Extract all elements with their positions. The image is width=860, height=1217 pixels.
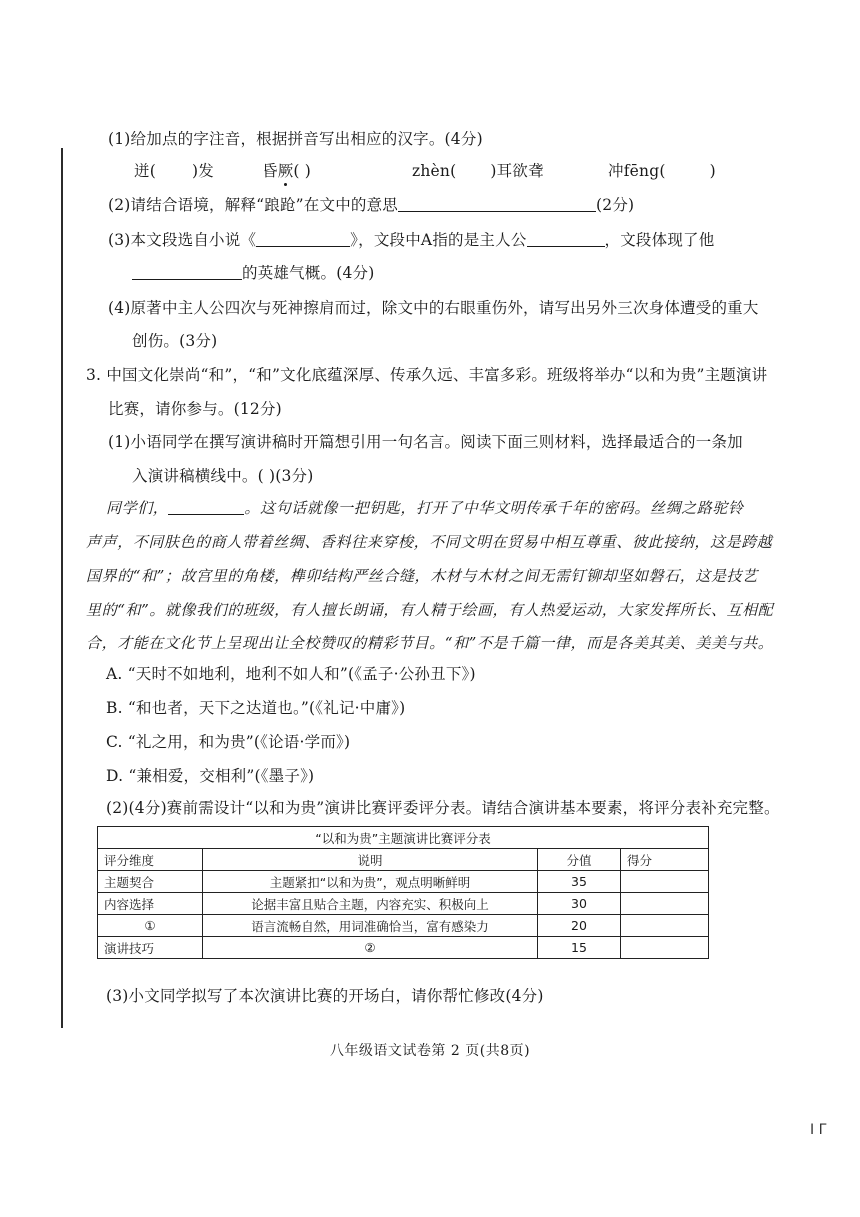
header-score: 得分: [621, 849, 709, 871]
q3-sub1-line2: 入演讲稿横线中。( )(3分): [132, 467, 314, 485]
q2-sub1-item-3: zhèn( )耳欲聋: [412, 162, 544, 180]
row-points: 20: [538, 915, 621, 937]
emphasis-dot-char: 厥: [277, 162, 294, 180]
q3-sub2: (2)(4分)赛前需设计“以和为贵”演讲比赛评委评分表。请结合演讲基本要素，将评分表补充完整。: [106, 799, 780, 817]
answer-blank[interactable]: [132, 263, 242, 280]
table-row: [98, 871, 709, 893]
row-dimension: 主题契合: [98, 871, 203, 893]
scan-edge-mark: I Γ: [810, 1122, 827, 1138]
row-description-blank-2[interactable]: ②: [203, 937, 538, 959]
answer-blank[interactable]: [256, 230, 350, 247]
row-score-cell[interactable]: [621, 915, 709, 937]
q2-sub4-line1: (4)原著中主人公四次与死神擦肩而过，除文中的右眼重伤外，请写出另外三次身体遭受的重大: [108, 299, 759, 317]
q2-sub3-line2: 的英雄气概。(4分): [132, 262, 374, 284]
passage-line-2: 声声，不同肤色的商人带着丝绸、香料往来穿梭，不同文明在贸易中相互尊重、彼此接纳，这是跨越: [86, 533, 773, 551]
passage-line-1: 同学们， 。这句话就像一把钥匙，打开了中华文明传承千年的密码。丝绸之路驼铃: [106, 499, 744, 517]
header-description: 说明: [203, 849, 538, 871]
passage-line-3: 国界的“和”；故宫里的角楼，榫卯结构严丝合缝，木材与木材之间无需钉铆却坚如磐石，这是技艺: [86, 567, 758, 585]
q2-sub1-text: (1)给加点的字注音，根据拼音写出相应的汉字。(4分): [108, 130, 483, 148]
quote-blank[interactable]: [168, 498, 244, 515]
row-points: 30: [538, 893, 621, 915]
row-description: 主题紧扣“以和为贵”，观点明晰鲜明: [203, 871, 538, 893]
q2-sub1-item-1: 迸( )发: [134, 162, 214, 180]
row-points: 35: [538, 871, 621, 893]
q2-sub1-item-2: 昏厥( ): [262, 162, 312, 180]
option-d: D. “兼相爱，交相利”(《墨子》): [106, 767, 315, 785]
q3-intro-line1: 3. 中国文化崇尚“和”，“和”文化底蕴深厚、传承久远、丰富多彩。班级将举办“以和为贵”主题演讲: [86, 366, 768, 384]
page-footer: 八年级语文试卷第 2 页(共8页): [329, 1043, 531, 1059]
row-dimension: 演讲技巧: [98, 937, 203, 959]
row-score-cell[interactable]: [621, 937, 709, 959]
row-dimension: 内容选择: [98, 893, 203, 915]
passage-line-4: 里的“和”。就像我们的班级，有人擅长朗诵，有人精于绘画，有人热爱运动，大家发挥所长、互相配: [86, 601, 774, 619]
binding-margin-rule: [61, 148, 63, 1028]
row-description: 论据丰富且贴合主题，内容充实、积极向上: [203, 893, 538, 915]
row-points: 15: [538, 937, 621, 959]
q2-sub1-item-4: 冲fēng( ): [608, 162, 716, 180]
row-description: 语言流畅自然，用词准确恰当，富有感染力: [203, 915, 538, 937]
table-row: [98, 937, 709, 959]
q3-sub3: (3)小文同学拟写了本次演讲比赛的开场白，请你帮忙修改(4分): [106, 987, 544, 1005]
option-c: C. “礼之用，和为贵”(《论语·学而》): [106, 733, 351, 751]
option-a: A. “天时不如地利，地利不如人和”(《孟子·公孙丑下》): [106, 665, 476, 683]
passage-line-5: 合，才能在文化节上呈现出让全校赞叹的精彩节目。“和”不是千篇一律，而是各美其美、美美与共。: [86, 634, 774, 652]
row-dimension-blank-1[interactable]: ①: [98, 915, 203, 937]
table-title: “以和为贵”主题演讲比赛评分表: [98, 827, 709, 849]
table-row: [98, 893, 709, 915]
q3-sub1-line1: (1)小语同学在撰写演讲稿时开篇想引用一句名言。阅读下面三则材料，选择最适合的一条加: [108, 433, 743, 451]
q2-sub3-line1: (3)本文段选自小说《 》，文段中A指的是主人公 ，文段体现了他: [108, 231, 715, 249]
table-row: [98, 915, 709, 937]
answer-blank[interactable]: [398, 195, 596, 212]
answer-blank[interactable]: [527, 230, 605, 247]
q2-sub2: (2)请结合语境，解释“踉跄”在文中的意思 (2分): [108, 196, 635, 214]
header-dimension: 评分维度: [98, 849, 203, 871]
row-score-cell[interactable]: [621, 871, 709, 893]
row-score-cell[interactable]: [621, 893, 709, 915]
table-header-row: [98, 849, 709, 871]
option-b: B. “和也者，天下之达道也。”(《礼记·中庸》): [106, 699, 406, 717]
scoring-table: [97, 826, 709, 959]
q2-sub4-line2: 创伤。(3分): [132, 332, 218, 350]
header-points: 分值: [538, 849, 621, 871]
q3-intro-line2: 比赛，请你参与。(12分): [108, 400, 282, 418]
